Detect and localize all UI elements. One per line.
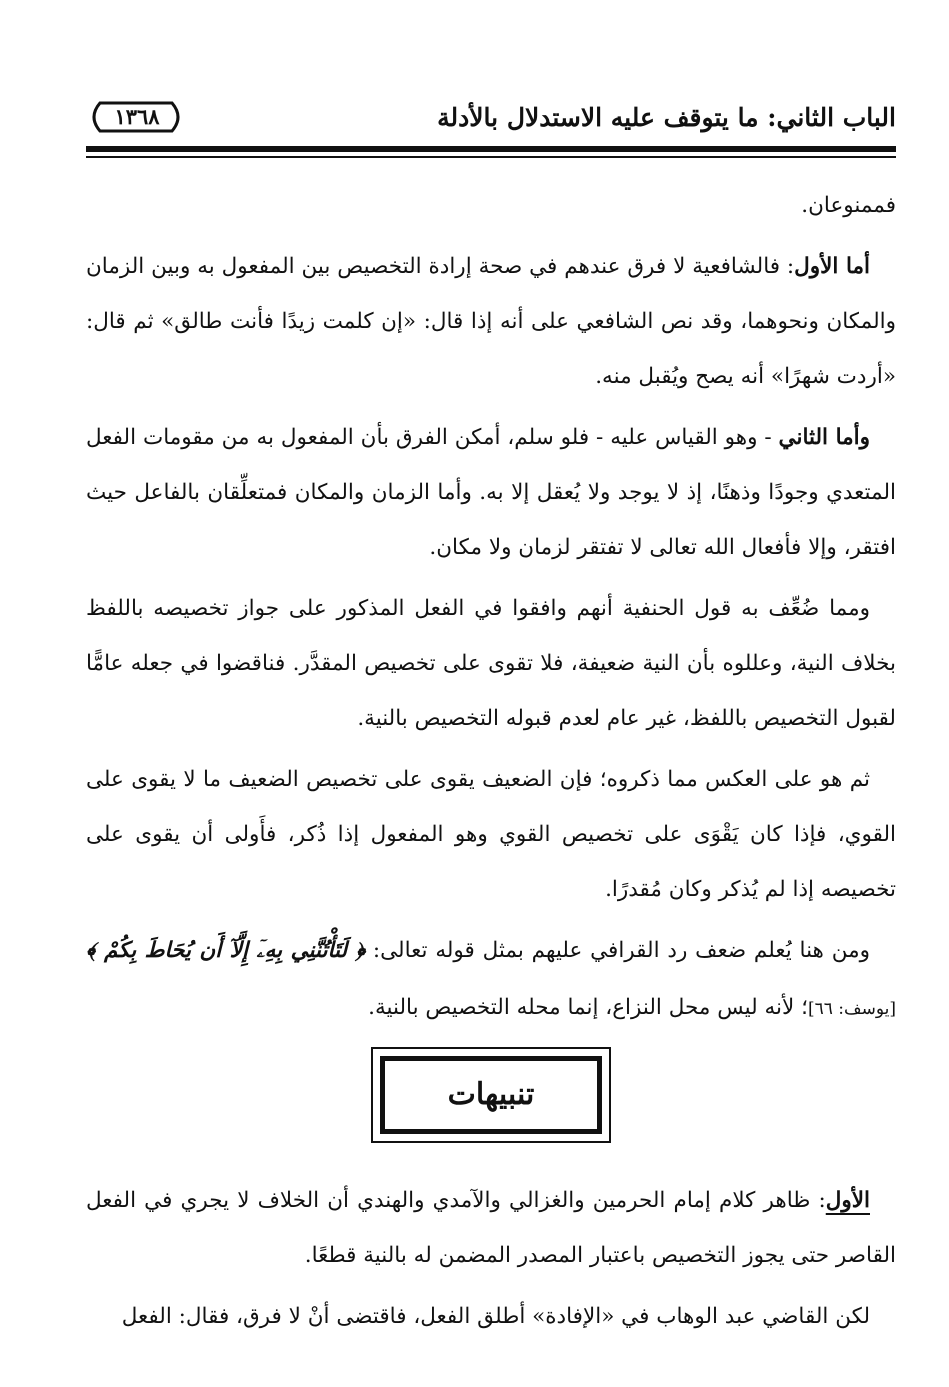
paragraph-2 [86, 410, 896, 575]
header-rule-thin [86, 156, 896, 158]
paragraph-3: ومما ضُعِّف به قول الحنفية أنهم وافقوا في الفعل المذكور على جواز تخصيصه باللفظ بخلاف النية، وعللوه بأن النية ضعيفة، فلا تقوى على تخصيص المقدَّر. فناقضوا في جعله عامًّا لقبول التخصيص باللفظ، غير عام لعدم قبوله التخصيص بالنية. [86, 596, 896, 731]
paragraph-7: لكن القاضي عبد الوهاب في «الإفادة» أطلق الفعل، فاقتضى أنْ لا فرق، فقال: الفعل [121, 1304, 870, 1329]
paragraph-1 [86, 239, 896, 404]
page-number-badge [86, 100, 186, 134]
page-number: ١٣٦٨ [114, 104, 160, 129]
section-heading-wrap [86, 1047, 896, 1159]
paragraph-0: فممنوعان. [801, 193, 896, 218]
running-header [86, 96, 896, 146]
paragraph-2-text: - وهو القياس عليه - فلو سلم، أمكن الفرق بأن المفعول به من مقومات الفعل المتعدي وجودًا وذهنًا، إذ لا يوجد ولا يُعقل إلا به. وأما الزمان والمكان فمتعلِّقان بالفاعل حيث افتقر، وإلا فأفعال الله تعالى لا تفتقر لزمان ولا مكان. [86, 425, 896, 560]
paragraph-5-after: ؛ لأنه ليس محل النزاع، إنما محله التخصيص بالنية. [368, 995, 808, 1020]
paragraph-1-text: : فالشافعية لا فرق عندهم في صحة إرادة التخصيص بين المفعول به وبين الزمان والمكان ونحوهما، وقد نص الشافعي على أنه إذا قال: «إن كلمت زيدًا فأنت طالق» ثم قال: «أردت شهرًا» أنه يصح ويُقبل منه. [86, 254, 896, 389]
page-body [86, 178, 896, 1350]
section-heading-box [371, 1047, 611, 1143]
paragraph-5 [86, 923, 896, 1037]
paragraph-4: ثم هو على العكس مما ذكروه؛ فإن الضعيف يقوى على تخصيص الضعيف ما لا يقوى على القوي، فإذا كان يَقْوَى على تخصيص القوي وهو المفعول إذا ذُكر، فأَولى أن يقوى على تخصيصه إذا لم يُذكر وكان مُقدرًا. [86, 767, 896, 902]
chapter-title: الباب الثاني: ما يتوقف عليه الاستدلال بالأدلة [437, 103, 896, 132]
paragraph-6 [86, 1173, 896, 1283]
verse-reference: [يوسف: ٦٦] [807, 999, 896, 1019]
quran-verse: ﴿ لَتَأْتُنَّنِي بِهِۦٓ إِلَّآ أَن يُحَاطَ بِكُمْ ﴾ [86, 938, 366, 963]
paragraph-6-lead: الأول [825, 1188, 870, 1213]
paragraph-2-lead: وأما الثاني [778, 425, 870, 450]
paragraph-5-before: ومن هنا يُعلم ضعف رد القرافي عليهم بمثل قوله تعالى: [365, 938, 870, 963]
paragraph-1-lead: أما الأول [794, 254, 871, 279]
paragraph-6-text: : ظاهر كلام إمام الحرمين والغزالي والآمدي والهندي أن الخلاف لا يجري في الفعل القاصر حتى يجوز التخصيص باعتبار المصدر المضمن له بالنية قطعًا. [86, 1188, 896, 1268]
header-rule-thick [86, 146, 896, 152]
section-heading: تنبيهات [447, 1077, 535, 1112]
